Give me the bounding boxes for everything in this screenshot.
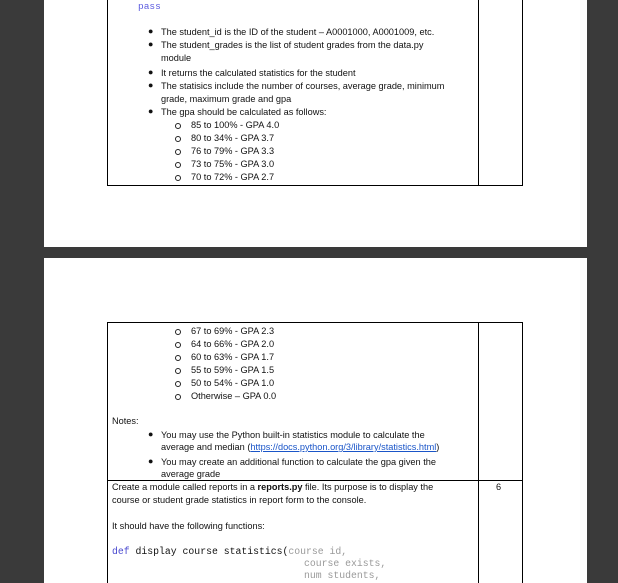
- table-right-border: [522, 0, 523, 186]
- sub-bullet-icon: [175, 368, 181, 374]
- sub-bullet-icon: [175, 329, 181, 335]
- functions-label: It should have the following functions:: [112, 521, 265, 531]
- gpa-item: 76 to 79% - GPA 3.3: [191, 146, 275, 156]
- table-bottom-border: [107, 185, 523, 186]
- bullet-icon: ●: [148, 456, 154, 466]
- bullet-icon: ●: [148, 67, 154, 77]
- code-pass: pass: [138, 1, 161, 12]
- note-text: You may use the Python built-in statistics module to calculate the: [161, 430, 425, 440]
- gpa-item: 80 to 34% - GPA 3.7: [191, 133, 275, 143]
- bullet-icon: ●: [148, 26, 154, 36]
- gpa-item: 50 to 54% - GPA 1.0: [191, 378, 275, 388]
- code-param: course id,: [288, 546, 348, 557]
- document-page-1: [44, 0, 587, 247]
- sub-bullet-icon: [175, 162, 181, 168]
- sub-bullet-icon: [175, 342, 181, 348]
- statistics-docs-link[interactable]: https://docs.python.org/3/library/statistics.html: [250, 442, 437, 452]
- note-text: You may create an additional function to calculate the gpa given the: [161, 457, 436, 467]
- bullet-text: The student_grades is the list of student grades from the data.py: [161, 40, 424, 50]
- bullet-icon: ●: [148, 106, 154, 116]
- code-function-name: display course statistics(: [129, 546, 289, 557]
- bullet-text: The student_id is the ID of the student – A0001000, A0001009, etc.: [161, 27, 435, 37]
- bullet-text-continuation: grade, maximum grade and gpa: [161, 94, 292, 104]
- table-left-border: [107, 322, 108, 583]
- sub-bullet-icon: [175, 175, 181, 181]
- document-page-2: [44, 258, 587, 583]
- bullet-text: The gpa should be calculated as follows:: [161, 107, 327, 117]
- sub-bullet-icon: [175, 355, 181, 361]
- note-text-prefix: average and median (: [161, 442, 251, 452]
- notes-label: Notes:: [112, 416, 139, 426]
- row-number: 6: [496, 482, 502, 492]
- gpa-item: 85 to 100% - GPA 4.0: [191, 120, 280, 130]
- gpa-item: 67 to 69% - GPA 2.3: [191, 326, 275, 336]
- bullet-text: It returns the calculated statistics for the student: [161, 68, 356, 78]
- bullet-icon: ●: [148, 39, 154, 49]
- note-text-continuation: average grade: [161, 469, 221, 479]
- table-middle-border: [478, 322, 479, 583]
- code-param: course exists,: [304, 558, 387, 569]
- gpa-item: 55 to 59% - GPA 1.5: [191, 365, 275, 375]
- sub-bullet-icon: [175, 123, 181, 129]
- gpa-item: 60 to 63% - GPA 1.7: [191, 352, 275, 362]
- table-left-border: [107, 0, 108, 186]
- reports-suffix: file. Its purpose is to display the: [302, 482, 434, 492]
- gpa-item: 73 to 75% - GPA 3.0: [191, 159, 275, 169]
- gpa-item: 70 to 72% - GPA 2.7: [191, 172, 275, 182]
- bullet-icon: ●: [148, 429, 154, 439]
- reports-filename: reports.py: [257, 482, 303, 492]
- reports-description: [112, 481, 433, 494]
- sub-bullet-icon: [175, 381, 181, 387]
- code-def-keyword: def: [112, 546, 130, 557]
- note-text-continuation: [161, 441, 439, 454]
- bullet-icon: ●: [148, 80, 154, 90]
- reports-description-continuation: course or student grade statistics in report form to the console.: [112, 495, 367, 505]
- code-param: num students,: [304, 570, 381, 581]
- table-right-border: [522, 322, 523, 583]
- gpa-item: 64 to 66% - GPA 2.0: [191, 339, 275, 349]
- table-top-border: [107, 322, 523, 323]
- gpa-item: Otherwise – GPA 0.0: [191, 391, 277, 401]
- bullet-text: The statisics include the number of courses, average grade, minimum: [161, 81, 445, 91]
- reports-prefix: Create a module called reports in a: [112, 482, 258, 492]
- sub-bullet-icon: [175, 136, 181, 142]
- sub-bullet-icon: [175, 394, 181, 400]
- sub-bullet-icon: [175, 149, 181, 155]
- table-middle-border: [478, 0, 479, 186]
- bullet-text-continuation: module: [161, 53, 192, 63]
- note-text-suffix: ): [436, 442, 440, 452]
